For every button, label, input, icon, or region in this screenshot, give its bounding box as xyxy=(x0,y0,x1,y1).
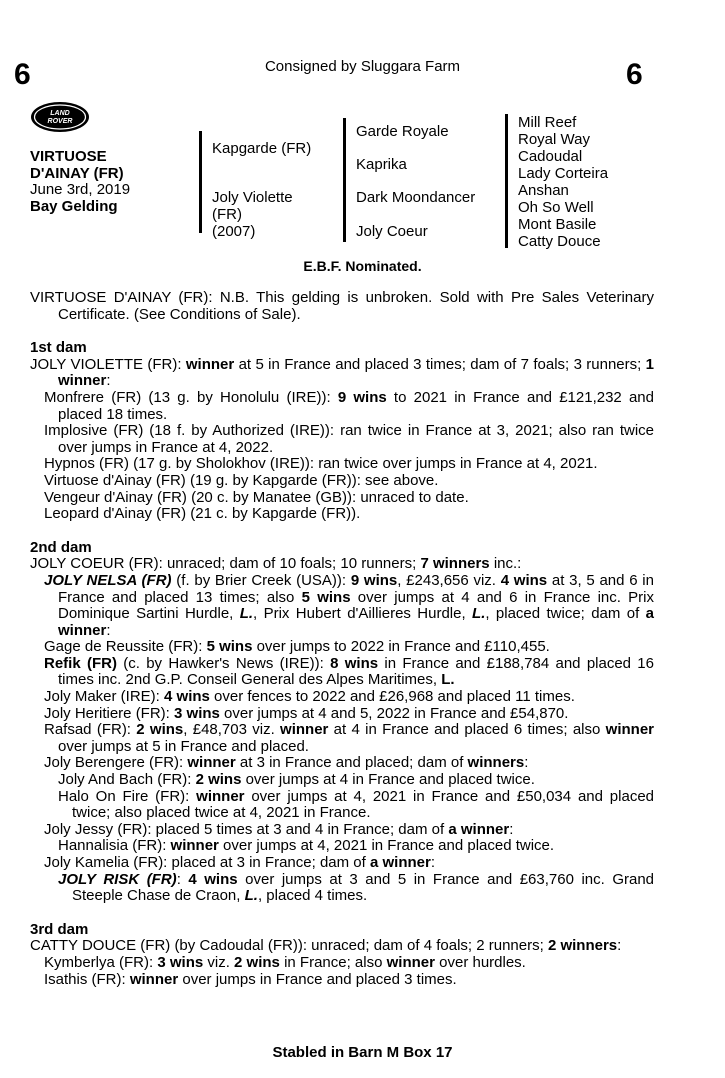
progeny-entry: Joly Heritiere (FR): 3 wins over jumps at 4 and 5, 2022 in France and £54,870. xyxy=(44,704,569,722)
pedigree-divider-2 xyxy=(343,118,346,242)
pedigree-sire-dam: Kaprika xyxy=(356,156,407,173)
progeny-entry: Refik (FR) (c. by Hawker's News (IRE)): 8 wins in France and £188,784 and placed 16 times inc. 2nd G.P. Conseil General des Alpes Maritimes, L. xyxy=(44,654,654,689)
stabling-footer: Stabled in Barn M Box 17 xyxy=(272,1044,453,1061)
progeny-entry: Kymberlya (FR): 3 wins viz. 2 wins in France; also winner over hurdles. xyxy=(44,953,526,971)
pedigree-ancestor: Anshan xyxy=(518,182,569,199)
progeny-entry: JOLY NELSA (FR) (f. by Brier Creek (USA)): 9 wins, £243,656 viz. 4 wins at 3, 5 and 6 in France and placed 13 times; also 5 wins over jumps at 4 and 6 in France inc. Prix Dominique Sartini Hurdle, L., Prix Hubert d'Aillieres Hurdle, L., placed twice; dam of a winner: xyxy=(44,571,655,639)
progeny-entry: Hypnos (FR) (17 g. by Sholokhov (IRE)): ran twice over jumps in France at 4, 2021. xyxy=(44,455,598,473)
pedigree-sire: Kapgarde (FR) xyxy=(212,140,312,157)
pedigree-ancestor: Oh So Well xyxy=(518,199,594,216)
svg-text:ROVER: ROVER xyxy=(47,118,73,125)
progeny-entry: Leopard d'Ainay (FR) (21 c. by Kapgarde (FR)). xyxy=(44,505,361,523)
ebf-nomination: E.B.F. Nominated. xyxy=(303,258,422,274)
pedigree-divider-1 xyxy=(199,131,202,233)
second-dam-entry: JOLY COEUR (FR): unraced; dam of 10 foals; 10 runners; 7 winners inc.: xyxy=(30,555,522,573)
land-rover-logo xyxy=(30,101,90,133)
first-dam-heading: 1st dam xyxy=(30,339,87,357)
progeny-entry: Monfrere (FR) (13 g. by Honolulu (IRE)): 9 wins to 2021 in France and £121,232 and placed 18 times. xyxy=(44,388,654,423)
progeny-entry: Virtuose d'Ainay (FR) (19 g. by Kapgarde (FR)): see above. xyxy=(44,471,439,489)
third-dam-entry: CATTY DOUCE (FR) (by Cadoudal (FR)): unraced; dam of 4 foals; 2 runners; 2 winners: xyxy=(30,937,622,955)
intro-paragraph: VIRTUOSE D'AINAY (FR): N.B. This gelding is unbroken. Sold with Pre Sales Veterinary Certificate. (See Conditions of Sale). xyxy=(30,289,654,323)
pedigree-dam-dam: Joly Coeur xyxy=(356,223,428,240)
pedigree-dam-sire: Dark Moondancer xyxy=(356,189,476,206)
horse-name: VIRTUOSE D'AINAY (FR) xyxy=(30,148,124,182)
progeny-entry: Halo On Fire (FR): winner over jumps at 4, 2021 in France and £50,034 and placed twice; also placed twice at 4, 2021 in France. xyxy=(58,787,655,822)
progeny-entry: Implosive (FR) (18 f. by Authorized (IRE)): ran twice in France at 3, 2021; also ran twice over jumps in France at 4, 2022. xyxy=(44,422,654,456)
catalogue-body xyxy=(30,290,654,988)
progeny-entry: Rafsad (FR): 2 wins, £48,703 viz. winner at 4 in France and placed 6 times; also winner over jumps at 5 in France and placed. xyxy=(44,721,654,755)
consignor: Consigned by Sluggara Farm xyxy=(264,58,461,75)
second-dam-heading: 2nd dam xyxy=(30,538,92,556)
pedigree-third-generation xyxy=(518,114,608,250)
horse-description: Bay Gelding xyxy=(30,198,118,215)
progeny-entry: Vengeur d'Ainay (FR) (20 c. by Manatee (GB)): unraced to date. xyxy=(44,488,469,506)
progeny-entry: Gage de Reussite (FR): 5 wins over jumps to 2022 in France and £110,455. xyxy=(44,638,550,656)
progeny-entry: Joly Maker (IRE): 4 wins over fences to 2022 and £26,968 and placed 11 times. xyxy=(44,688,575,706)
pedigree-sire-sire: Garde Royale xyxy=(356,123,449,140)
foaling-date: June 3rd, 2019 xyxy=(30,181,131,198)
svg-text:LAND: LAND xyxy=(50,110,70,117)
pedigree-ancestor: Royal Way xyxy=(518,131,590,148)
pedigree-dam: Joly Violette (FR) (2007) xyxy=(212,189,293,240)
progeny-entry: JOLY RISK (FR): 4 wins over jumps at 3 and 5 in France and £63,760 inc. Grand Steeple Chase de Craon, L., placed 4 times. xyxy=(58,870,655,905)
lot-number-right: 6 xyxy=(626,58,643,91)
pedigree-ancestor: Mont Basile xyxy=(518,216,597,233)
progeny-entry: Joly And Bach (FR): 2 wins over jumps at 4 in France and placed twice. xyxy=(58,771,535,789)
pedigree-ancestor: Catty Douce xyxy=(518,233,601,250)
progeny-entry: Joly Jessy (FR): placed 5 times at 3 and 4 in France; dam of a winner: xyxy=(44,820,514,838)
first-dam-entry: JOLY VIOLETTE (FR): winner at 5 in France and placed 3 times; dam of 7 foals; 3 runners; 1 winner: xyxy=(30,355,654,390)
progeny-entry: Isathis (FR): winner over jumps in France and placed 3 times. xyxy=(44,970,457,988)
progeny-entry: Joly Berengere (FR): winner at 3 in France and placed; dam of winners: xyxy=(44,754,529,772)
progeny-entry: Joly Kamelia (FR): placed at 3 in France; dam of a winner: xyxy=(44,854,435,871)
pedigree-ancestor: Lady Corteira xyxy=(518,165,609,182)
progeny-entry: Hannalisia (FR): winner over jumps at 4, 2021 in France and placed twice. xyxy=(58,837,555,855)
pedigree-ancestor: Cadoudal xyxy=(518,148,583,165)
third-dam-heading: 3rd dam xyxy=(30,920,89,938)
pedigree-divider-3 xyxy=(505,114,508,248)
pedigree-ancestor: Mill Reef xyxy=(518,114,577,131)
lot-number-left: 6 xyxy=(14,58,31,91)
